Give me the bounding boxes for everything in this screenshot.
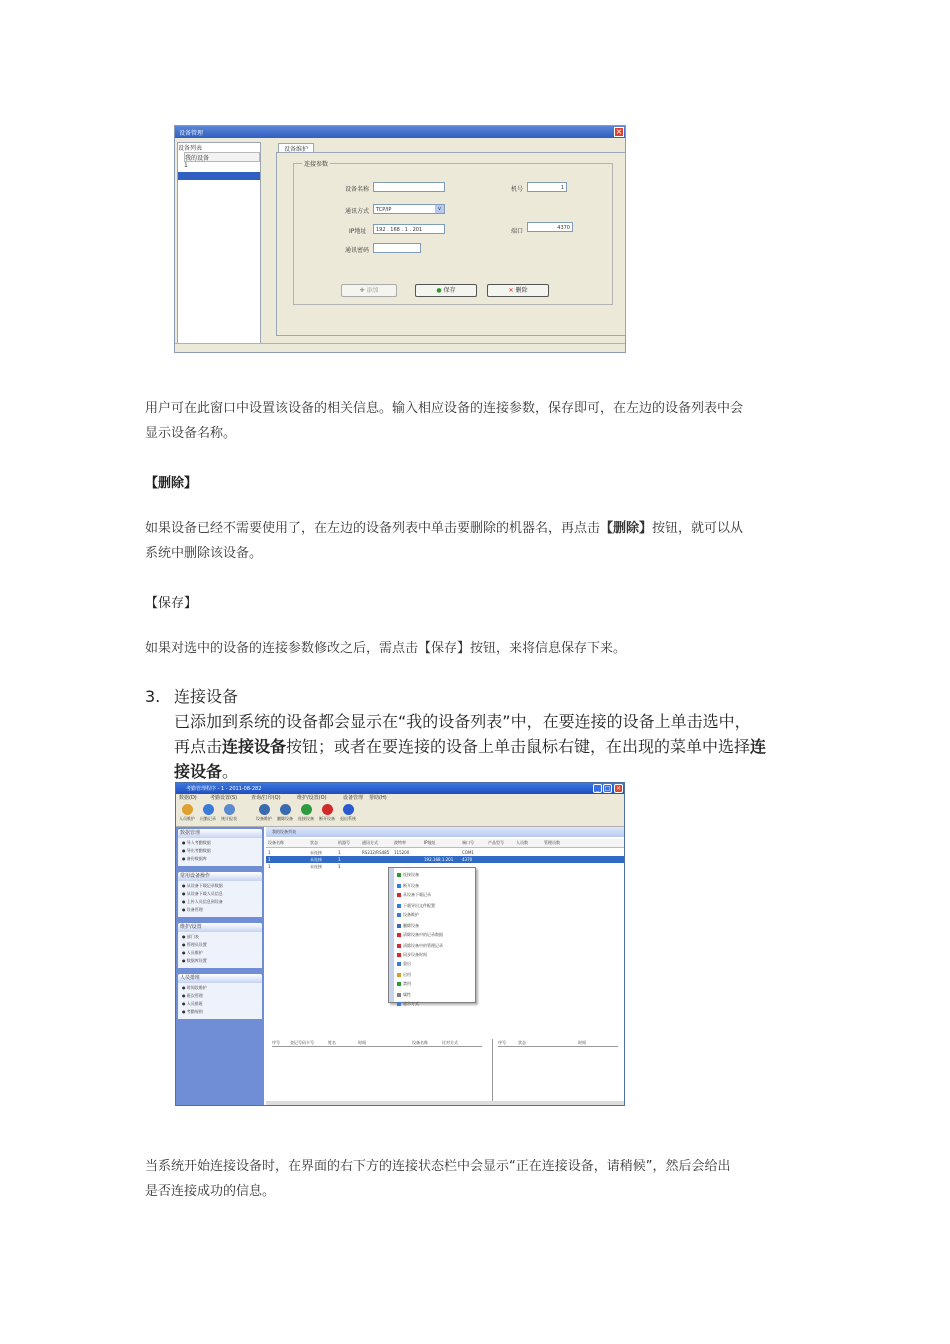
app-statusbar [266, 1101, 624, 1105]
machine-no-input[interactable]: 1 [527, 182, 567, 192]
menu-item-icon [397, 973, 401, 977]
menu-item-label: 同步设备时间 [403, 952, 427, 957]
minimize-icon[interactable]: _ [593, 784, 602, 793]
add-button[interactable]: ✚ 添加 [341, 284, 397, 297]
sidebar-item[interactable]: ● 数据库设置 [182, 958, 207, 963]
section-title: 我的设备列表 [266, 827, 624, 837]
device-name-label: 设备名称 [345, 186, 370, 193]
delete-icon: ✕ [508, 287, 516, 294]
menu-item-label: 启用 [403, 972, 411, 977]
save-icon: ● [436, 287, 444, 294]
grid-column-header[interactable]: 通讯方式 [362, 840, 378, 845]
records-column-header[interactable]: 姓名 [328, 1040, 336, 1045]
close-icon[interactable]: × [615, 785, 622, 792]
menu-item-label: 设备维护 [403, 912, 419, 917]
menu-item-icon [397, 893, 401, 897]
grid-column-header[interactable]: 设备名称 [268, 840, 284, 845]
device-list-row[interactable]: 1 [184, 162, 188, 169]
toolbar-button[interactable] [255, 804, 273, 822]
toolbar-label: 删除设备 [277, 816, 293, 821]
menu-item-icon [397, 913, 401, 917]
menubar [176, 794, 624, 802]
records-panel [266, 1039, 624, 1105]
menu-item-icon [397, 953, 401, 957]
grid-column-header[interactable]: 波特率 [394, 840, 406, 845]
list-item-title: 连接设备 [174, 687, 239, 706]
table-cell: 115200 [394, 850, 410, 855]
paragraph-connect-status: 当系统开始连接设备时，在界面的右下方的连接状态栏中会显示“正在连接设备，请稍候”，然后会给出 是否连接成功的信息。 [145, 1159, 731, 1199]
sidebar-group-header[interactable]: 人员排班 [178, 974, 262, 983]
sidebar-group-header[interactable]: 常用设备操作 [178, 872, 262, 881]
app-titlebar [176, 783, 624, 794]
paragraph-dialog-desc: 用户可在此窗口中设置该设备的相关信息。输入相应设备的连接参数，保存即可，在左边的设备列表中会 显示设备名称。 [145, 401, 744, 441]
sidebar-item[interactable]: ● 班次管理 [182, 993, 203, 998]
toolbar-button[interactable] [276, 804, 294, 822]
context-menu-item[interactable] [397, 952, 427, 958]
tab-device-maintenance[interactable]: 设备维护 [278, 143, 314, 153]
context-menu-item[interactable] [397, 961, 411, 967]
list-item-connect-device: 连接设备 已添加到系统的设备都会显示在“我的设备列表”中，在要连接的设备上单击选中， 再点击连接设备按钮；或者在要连接的设备上单击鼠标右键，在出现的菜单中选择连 接设备。 [174, 684, 824, 784]
toolbar-icon [224, 804, 235, 815]
port-input[interactable]: 4370 [527, 222, 573, 232]
table-cell: 192.168.1.201 [424, 857, 454, 862]
toolbar-label: 统计报表 [221, 816, 237, 821]
menu-item-icon [397, 873, 401, 877]
comm-method-label: 通讯方式 [345, 208, 370, 215]
toolbar-button[interactable] [220, 804, 238, 822]
ip-address-label: IP地址 [349, 228, 367, 235]
sidebar-item[interactable]: ● 管理员设置 [182, 942, 207, 947]
sidebar-group-body [178, 983, 262, 1019]
sidebar-item[interactable]: ● 导入考勤数据 [182, 840, 211, 845]
context-menu-item[interactable] [397, 972, 411, 978]
comm-password-label: 通讯密码 [345, 247, 370, 254]
menu-item[interactable]: 维护/设置(O) [297, 795, 327, 801]
menu-item-icon [397, 962, 401, 966]
context-menu-item[interactable] [397, 992, 411, 998]
records-header-left [272, 1039, 482, 1047]
toolbar-icon [280, 804, 291, 815]
records-column-header[interactable]: 时间 [358, 1040, 366, 1045]
context-menu-item[interactable] [397, 903, 435, 909]
sidebar-item[interactable]: ● 部门表 [182, 934, 199, 939]
menu-item-icon [397, 884, 401, 888]
machine-no-label: 机号 [511, 186, 524, 193]
grid-column-header[interactable]: 端口号 [462, 840, 474, 845]
records-column-header[interactable]: 登记号码卡号 [290, 1040, 314, 1045]
menu-item-label: 下载导出文件配置 [403, 903, 435, 908]
paragraph-delete: 如果设备已经不需要使用了，在左边的设备列表中单击要删除的机器名，再点击【删除】按钮，就可以从 系统中删除该设备。 [145, 521, 744, 561]
menu-item-label: 断开设备 [403, 883, 419, 888]
toolbar-label: 连接设备 [298, 816, 314, 821]
menu-item-label: 属性 [403, 992, 411, 997]
app-title: 考勤管理程序 - 1 - 2011-08-282 [186, 786, 262, 792]
sidebar-group-body [178, 932, 262, 968]
menu-item[interactable]: 考勤设置(S) [210, 795, 238, 801]
toolbar-label: 断开设备 [319, 816, 335, 821]
toolbar-icon [182, 804, 193, 815]
menu-item[interactable]: 查询/打印(Q) [251, 795, 281, 801]
context-menu-item[interactable] [397, 883, 419, 889]
dialog-title: 设备管理 [179, 130, 204, 137]
menu-item[interactable]: 设备管理 [343, 795, 364, 801]
port-label: 端口 [511, 228, 524, 235]
toolbar-icon [259, 804, 270, 815]
menu-item-label: 显示方式 [403, 1001, 419, 1006]
attendance-app-screenshot [175, 782, 625, 1106]
table-cell: 未连接 [310, 850, 322, 855]
toolbar-button[interactable] [199, 804, 217, 822]
context-menu-item[interactable] [397, 892, 431, 898]
toolbar [176, 802, 624, 827]
close-icon[interactable]: × [615, 127, 623, 136]
sidebar-group-body [178, 881, 262, 917]
sidebar-group-body [178, 838, 262, 866]
grid-header [266, 839, 624, 848]
records-column-header[interactable]: 设备名称 [412, 1040, 428, 1045]
device-list-header: 设备列表 [178, 145, 203, 152]
group-title: 连接参数 [304, 161, 329, 168]
context-menu-item[interactable] [397, 1001, 419, 1007]
device-management-dialog-screenshot [174, 125, 626, 353]
context-menu-item[interactable] [397, 872, 419, 878]
toolbar-label: 设备维护 [256, 816, 272, 821]
table-cell: 4370 [462, 857, 473, 862]
plus-icon: ✚ [359, 287, 367, 294]
grid-column-header[interactable]: 人员数 [516, 840, 528, 845]
records-column-header[interactable]: 状态 [518, 1040, 526, 1045]
sidebar-group-header[interactable]: 维护/设置 [178, 923, 262, 932]
records-column-header[interactable]: 序号 [498, 1040, 506, 1045]
toolbar-button[interactable] [339, 804, 357, 822]
table-cell: 1 [338, 864, 341, 869]
sidebar-item[interactable]: ● 人员排班 [182, 1001, 203, 1006]
toolbar-button[interactable] [318, 804, 336, 822]
table-cell: 未连接 [310, 864, 322, 869]
table-row[interactable] [266, 856, 624, 863]
context-menu-item[interactable] [397, 932, 443, 938]
toolbar-label: 出勤记录 [200, 816, 216, 821]
toolbar-icon [203, 804, 214, 815]
toolbar-icon [301, 804, 312, 815]
toolbar-label: 退出系统 [340, 816, 356, 821]
sidebar-item[interactable]: ● 从设备下载人员信息 [182, 891, 223, 896]
context-menu-item[interactable] [397, 981, 411, 987]
menu-item-icon [397, 1002, 401, 1006]
sidebar-item[interactable]: ● 从设备下载记录数据 [182, 883, 223, 888]
sidebar-item[interactable]: ● 时间段维护 [182, 985, 207, 990]
grid-column-header[interactable]: 产品型号 [488, 840, 504, 845]
grid-column-header[interactable]: IP地址 [424, 840, 436, 845]
menu-item-icon [397, 933, 401, 937]
comm-method-value: TCP/IP [376, 207, 392, 213]
save-button[interactable]: ● 保存 [415, 284, 477, 297]
menu-item-icon [397, 993, 401, 997]
toolbar-button[interactable] [178, 804, 196, 822]
menu-item-icon [397, 944, 401, 948]
paragraph-save: 如果对选中的设备的连接参数修改之后，需点击【保存】按钮，来将信息保存下来。 [145, 641, 627, 656]
toolbar-icon [322, 804, 333, 815]
sidebar-item[interactable]: ● 人员维护 [182, 950, 203, 955]
records-column-header[interactable]: 比对方式 [442, 1040, 458, 1045]
grid-column-header[interactable]: 状态 [310, 840, 318, 845]
menu-item-label: 从设备下载记录 [403, 892, 431, 897]
context-menu-item[interactable] [397, 943, 443, 949]
records-column-header[interactable]: 时间 [578, 1040, 586, 1045]
table-cell: 1 [268, 857, 271, 862]
comm-password-input[interactable] [373, 243, 421, 253]
menu-item[interactable]: 帮助(H) [369, 795, 387, 801]
menu-item-icon [397, 924, 401, 928]
table-cell: 未连接 [310, 857, 322, 862]
device-name-input[interactable] [373, 182, 445, 192]
records-header-right [498, 1039, 618, 1047]
context-menu-item[interactable] [397, 923, 419, 929]
heading-save: 【保存】 [145, 596, 198, 611]
device-list [177, 142, 261, 344]
table-cell: 1 [268, 864, 271, 869]
ip-address-input[interactable]: 192 . 168 . 1 . 201 [373, 224, 445, 234]
list-item-number: 3. [145, 687, 161, 706]
dialog-statusbar [175, 343, 625, 352]
records-column-header[interactable]: 序号 [272, 1040, 280, 1045]
maximize-icon[interactable]: □ [604, 785, 611, 792]
toolbar-icon [343, 804, 354, 815]
menu-item-label: 连接设备 [403, 872, 419, 877]
menu-item-label: 清除设备中的管理记录 [403, 943, 443, 948]
chevron-down-icon[interactable]: v [435, 205, 444, 213]
context-menu-item[interactable] [397, 912, 419, 918]
menu-item-label: 清除设备中的记录数据 [403, 932, 443, 937]
table-cell: 1 [338, 857, 341, 862]
table-cell: COM1 [462, 850, 474, 855]
table-cell: RS232/RS485 [362, 850, 390, 855]
sidebar [176, 827, 264, 1105]
context-menu [388, 867, 476, 1006]
delete-button[interactable]: ✕ 删除 [487, 284, 549, 297]
menu-item-label: 禁用 [403, 981, 411, 986]
comm-method-select[interactable] [373, 204, 445, 214]
toolbar-button[interactable] [297, 804, 315, 822]
menu-item-label: 删除设备 [403, 923, 419, 928]
device-list-selected-row[interactable] [178, 172, 260, 180]
grid-column-header[interactable]: 管理员数 [544, 840, 560, 845]
sidebar-item[interactable]: ● 备份数据库 [182, 856, 207, 861]
sidebar-item[interactable]: ● 考勤规则 [182, 1009, 203, 1014]
device-list-column: 我的设备 [184, 152, 260, 162]
table-cell: 1 [268, 850, 271, 855]
toolbar-label: 人员维护 [179, 816, 195, 821]
table-row[interactable] [266, 849, 624, 856]
sidebar-item[interactable]: ● 导出考勤数据 [182, 848, 211, 853]
sidebar-item[interactable]: ● 上传人员信息到设备 [182, 899, 223, 904]
menu-item-icon [397, 904, 401, 908]
menu-item-label: 重启 [403, 961, 411, 966]
dialog-titlebar [175, 126, 625, 138]
sidebar-item[interactable]: ● 设备管理 [182, 907, 203, 912]
menu-item[interactable]: 数据(D) [179, 795, 197, 801]
table-cell: 1 [338, 850, 341, 855]
grid-column-header[interactable]: 机器号 [338, 840, 350, 845]
heading-delete: 【删除】 [145, 476, 198, 491]
sidebar-group-header[interactable]: 数据管理 [178, 829, 262, 838]
menu-item-icon [397, 982, 401, 986]
